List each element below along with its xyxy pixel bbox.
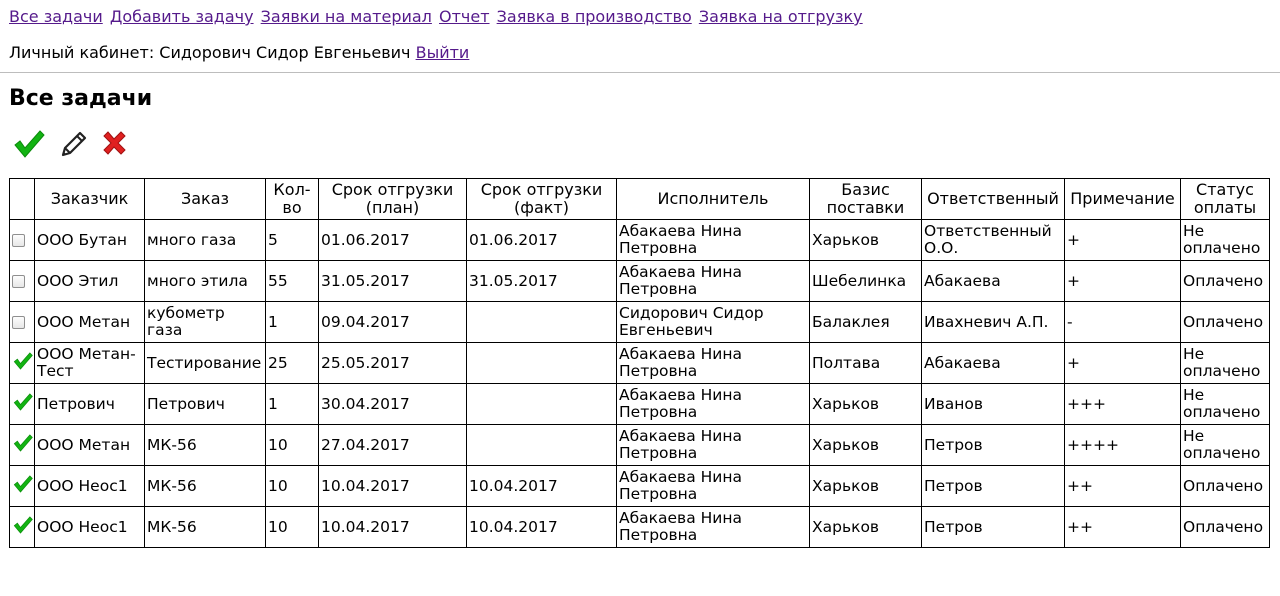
- cell-customer: Петрович: [35, 384, 145, 425]
- cell-quantity: 25: [266, 343, 319, 384]
- table-row[interactable]: [10, 466, 1270, 507]
- cell-payment-status: Не оплачено: [1181, 220, 1270, 261]
- cell-ship-plan: 27.04.2017: [319, 425, 467, 466]
- cell-customer: ООО Неос1: [35, 507, 145, 548]
- cell-executor: Абакаева Нина Петровна: [617, 220, 810, 261]
- table-row[interactable]: [10, 425, 1270, 466]
- row-select-cell: [10, 507, 35, 548]
- done-check-icon: [12, 351, 34, 375]
- cell-note: ++++: [1065, 425, 1181, 466]
- done-check-icon: [12, 515, 34, 539]
- check-icon[interactable]: [12, 128, 48, 162]
- cell-delivery-basis: Харьков: [810, 466, 922, 507]
- cell-ship-fact: 31.05.2017: [467, 261, 617, 302]
- cell-responsible: Петров: [922, 466, 1065, 507]
- cell-customer: ООО Неос1: [35, 466, 145, 507]
- header-delivery-basis: Базис поставки: [810, 179, 922, 220]
- cell-quantity: 1: [266, 384, 319, 425]
- cell-order: Тестирование: [145, 343, 266, 384]
- cell-delivery-basis: Балаклея: [810, 302, 922, 343]
- cell-ship-plan: 09.04.2017: [319, 302, 467, 343]
- cell-note: +: [1065, 220, 1181, 261]
- cell-ship-fact: 10.04.2017: [467, 507, 617, 548]
- row-select-cell: [10, 220, 35, 261]
- divider: [0, 72, 1280, 73]
- cell-note: ++: [1065, 466, 1181, 507]
- cell-executor: Абакаева Нина Петровна: [617, 343, 810, 384]
- header-ship-plan: Срок отгрузки (план): [319, 179, 467, 220]
- page-title: Все задачи: [9, 86, 153, 111]
- row-select-cell: [10, 343, 35, 384]
- logout-link[interactable]: Выйти: [415, 43, 470, 62]
- row-select-cell: [10, 302, 35, 343]
- cell-ship-plan: 30.04.2017: [319, 384, 467, 425]
- cell-customer: ООО Метан: [35, 425, 145, 466]
- nav-link-shipment-request[interactable]: Заявка на отгрузку: [698, 7, 863, 26]
- cell-note: +: [1065, 261, 1181, 302]
- header-payment-status: Статус оплаты: [1181, 179, 1270, 220]
- cell-executor: Абакаева Нина Петровна: [617, 425, 810, 466]
- cell-quantity: 10: [266, 507, 319, 548]
- header-executor: Исполнитель: [617, 179, 810, 220]
- cabinet-label: Личный кабинет: Сидорович Сидор Евгеньевич: [9, 43, 411, 62]
- header-note: Примечание: [1065, 179, 1181, 220]
- cell-ship-plan: 10.04.2017: [319, 507, 467, 548]
- cell-customer: ООО Метан: [35, 302, 145, 343]
- row-select-cell: [10, 384, 35, 425]
- cell-note: +++: [1065, 384, 1181, 425]
- cell-payment-status: Оплачено: [1181, 466, 1270, 507]
- cell-customer: ООО Бутан: [35, 220, 145, 261]
- table-row[interactable]: [10, 261, 1270, 302]
- cell-delivery-basis: Харьков: [810, 220, 922, 261]
- table-row[interactable]: [10, 507, 1270, 548]
- table-row[interactable]: [10, 343, 1270, 384]
- cell-order: много газа: [145, 220, 266, 261]
- cell-ship-fact: [467, 302, 617, 343]
- header-quantity: Кол-во: [266, 179, 319, 220]
- cell-responsible: Абакаева: [922, 261, 1065, 302]
- cell-customer: ООО Этил: [35, 261, 145, 302]
- row-checkbox[interactable]: [12, 275, 25, 288]
- cell-quantity: 1: [266, 302, 319, 343]
- row-checkbox[interactable]: [12, 234, 25, 247]
- cell-order: МК-56: [145, 466, 266, 507]
- cell-responsible: Ответственный О.О.: [922, 220, 1065, 261]
- cell-ship-fact: 01.06.2017: [467, 220, 617, 261]
- user-cabinet: [9, 43, 469, 62]
- cell-ship-fact: [467, 425, 617, 466]
- done-check-icon: [12, 392, 34, 416]
- table-row[interactable]: [10, 302, 1270, 343]
- cell-responsible: Иванов: [922, 384, 1065, 425]
- cell-executor: Абакаева Нина Петровна: [617, 507, 810, 548]
- row-select-cell: [10, 466, 35, 507]
- cell-ship-fact: [467, 384, 617, 425]
- nav-link-add-task[interactable]: Добавить задачу: [109, 7, 254, 26]
- cell-quantity: 55: [266, 261, 319, 302]
- cell-delivery-basis: Полтава: [810, 343, 922, 384]
- pencil-icon[interactable]: [58, 128, 94, 162]
- cell-customer: ООО Метан-Тест: [35, 343, 145, 384]
- cell-delivery-basis: Харьков: [810, 384, 922, 425]
- cell-ship-plan: 10.04.2017: [319, 466, 467, 507]
- cell-payment-status: Оплачено: [1181, 302, 1270, 343]
- done-check-icon: [12, 433, 34, 457]
- nav-link-material-requests[interactable]: Заявки на материал: [260, 7, 432, 26]
- cell-ship-fact: [467, 343, 617, 384]
- cell-note: +: [1065, 343, 1181, 384]
- header-ship-fact: Срок отгрузки (факт): [467, 179, 617, 220]
- row-select-cell: [10, 425, 35, 466]
- cell-payment-status: Оплачено: [1181, 261, 1270, 302]
- cell-responsible: Абакаева: [922, 343, 1065, 384]
- table-row[interactable]: [10, 220, 1270, 261]
- top-nav: [9, 7, 865, 26]
- cell-payment-status: Не оплачено: [1181, 384, 1270, 425]
- cell-note: -: [1065, 302, 1181, 343]
- header-responsible: Ответственный: [922, 179, 1065, 220]
- nav-link-all-tasks[interactable]: Все задачи: [9, 7, 103, 26]
- cell-order: много этила: [145, 261, 266, 302]
- cell-order: Петрович: [145, 384, 266, 425]
- row-checkbox[interactable]: [12, 316, 25, 329]
- cell-order: кубометр газа: [145, 302, 266, 343]
- done-check-icon: [12, 474, 34, 498]
- cell-order: МК-56: [145, 507, 266, 548]
- cell-order: МК-56: [145, 425, 266, 466]
- cell-delivery-basis: Шебелинка: [810, 261, 922, 302]
- row-select-cell: [10, 261, 35, 302]
- cell-ship-plan: 01.06.2017: [319, 220, 467, 261]
- cell-responsible: Ивахневич А.П.: [922, 302, 1065, 343]
- header-customer: Заказчик: [35, 179, 145, 220]
- cell-responsible: Петров: [922, 425, 1065, 466]
- cell-responsible: Петров: [922, 507, 1065, 548]
- nav-link-report[interactable]: Отчет: [439, 7, 490, 26]
- cell-payment-status: Оплачено: [1181, 507, 1270, 548]
- cell-executor: Абакаева Нина Петровна: [617, 466, 810, 507]
- cell-ship-fact: 10.04.2017: [467, 466, 617, 507]
- cell-executor: Сидорович Сидор Евгеньевич: [617, 302, 810, 343]
- cell-executor: Абакаева Нина Петровна: [617, 261, 810, 302]
- header-order: Заказ: [145, 179, 266, 220]
- table-header-row: [10, 179, 1270, 220]
- cell-delivery-basis: Харьков: [810, 425, 922, 466]
- tasks-table: [9, 178, 1270, 548]
- delete-icon[interactable]: [100, 128, 136, 162]
- header-select: [10, 179, 35, 220]
- table-row[interactable]: [10, 384, 1270, 425]
- cell-note: ++: [1065, 507, 1181, 548]
- cell-quantity: 5: [266, 220, 319, 261]
- cell-delivery-basis: Харьков: [810, 507, 922, 548]
- cell-payment-status: Не оплачено: [1181, 343, 1270, 384]
- cell-ship-plan: 31.05.2017: [319, 261, 467, 302]
- cell-quantity: 10: [266, 466, 319, 507]
- cell-executor: Абакаева Нина Петровна: [617, 384, 810, 425]
- cell-quantity: 10: [266, 425, 319, 466]
- cell-ship-plan: 25.05.2017: [319, 343, 467, 384]
- nav-link-production-request[interactable]: Заявка в производство: [496, 7, 692, 26]
- cell-payment-status: Не оплачено: [1181, 425, 1270, 466]
